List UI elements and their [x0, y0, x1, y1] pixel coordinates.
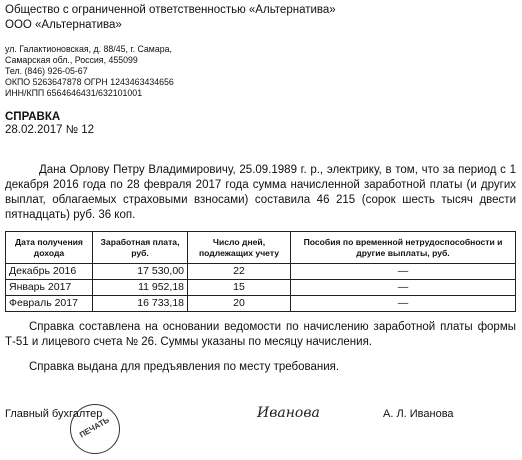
inn-kpp: ИНН/КПП 6564646431/632101001	[5, 88, 143, 98]
col-header-benefits: Пособия по временной нетрудоспособности и другие выплаты, руб.	[291, 232, 516, 264]
main-paragraph: Дана Орлову Петру Владимировичу, 25.09.1989 г. р., электрику, в том, что за период с 1 декабря 2016 года по 28 февраля 2017 года сумма начисленной заработной платы (и других выплат, облагаемых страховыми взносами) составила 46 215 (сорок шесть тысяч двести пятнадцать) руб. 36 коп.	[5, 164, 516, 221]
table-header-row	[6, 232, 516, 264]
okpo-ogrn: ОКПО 5263647878 ОГРН 1243463434656	[5, 77, 174, 87]
cell-benefits: —	[291, 296, 516, 312]
basis-paragraph: Справка составлена на основании ведомости по начислению заработной платы формы Т-51 и лицевого счета № 26. Суммы указаны по месяцу начисления.	[5, 321, 516, 348]
table-row	[6, 264, 516, 280]
cell-month: Январь 2017	[6, 280, 93, 296]
stamp	[70, 404, 122, 456]
cell-benefits: —	[291, 280, 516, 296]
income-table	[5, 231, 516, 312]
cell-days: 22	[188, 264, 291, 280]
cell-days: 15	[188, 280, 291, 296]
cell-salary: 16 733,18	[93, 296, 188, 312]
stamp-text: ПЕЧАТЬ	[77, 415, 111, 440]
cell-month: Декабрь 2016	[6, 264, 93, 280]
col-header-salary: Заработная плата, руб.	[93, 232, 188, 264]
doc-title: СПРАВКА	[5, 111, 61, 123]
phone: Тел. (846) 926-05-67	[5, 66, 88, 76]
signer-name: А. Л. Иванова	[383, 408, 454, 420]
org-full-name: Общество с ограниченной ответственностью «Альтернатива»	[5, 4, 336, 16]
table-row	[6, 296, 516, 312]
signature-script: Иванова	[257, 405, 320, 421]
col-header-days: Число дней, подлежащих учету	[188, 232, 291, 264]
col-header-date: Дата получения дохода	[6, 232, 93, 264]
purpose-paragraph: Справка выдана для предъявления по месту требования.	[29, 361, 340, 373]
doc-date-number: 28.02.2017 № 12	[5, 124, 95, 136]
signer-position: Главный бухгалтер	[5, 408, 103, 420]
address-line-1: ул. Галактионовская, д. 88/45, г. Самара,	[5, 44, 172, 54]
cell-days: 20	[188, 296, 291, 312]
cell-salary: 17 530,00	[93, 264, 188, 280]
cell-benefits: —	[291, 264, 516, 280]
table-row	[6, 280, 516, 296]
org-short-name: ООО «Альтернатива»	[5, 19, 122, 31]
cell-salary: 11 952,18	[93, 280, 188, 296]
cell-month: Февраль 2017	[6, 296, 93, 312]
signature	[255, 400, 345, 424]
address-line-2: Самарская обл., Россия, 455099	[5, 55, 138, 65]
signature-icon	[255, 400, 345, 424]
